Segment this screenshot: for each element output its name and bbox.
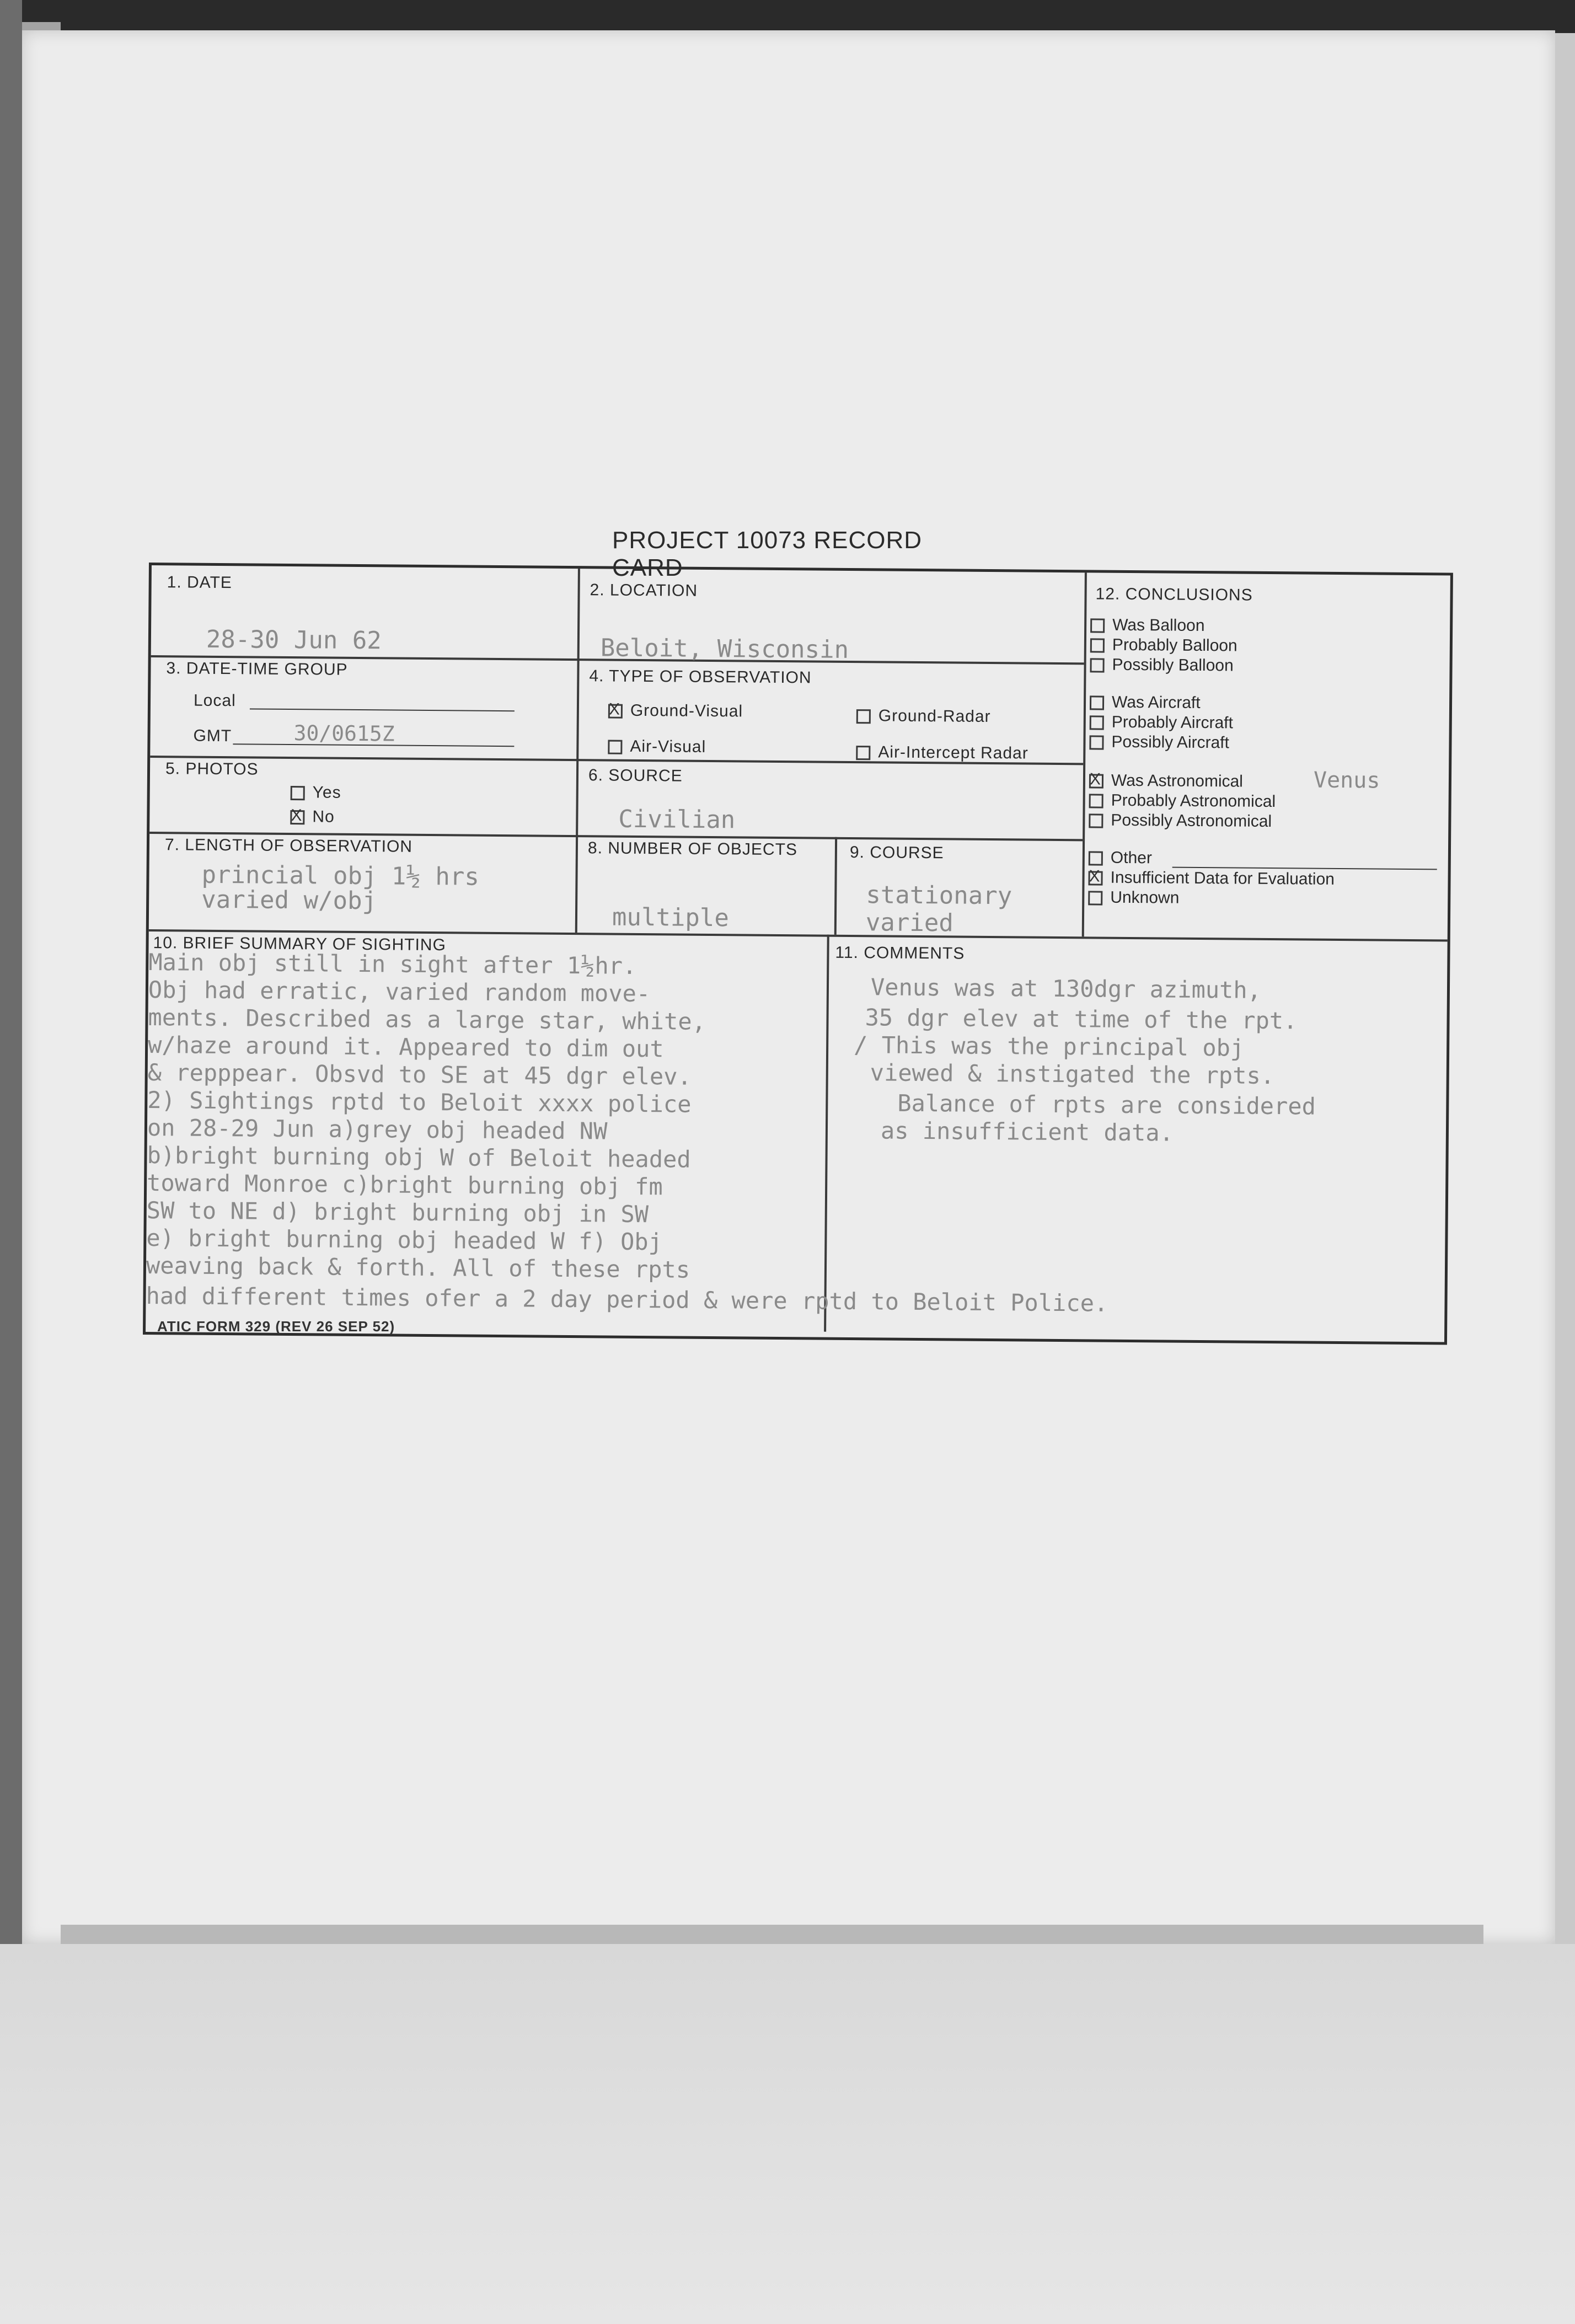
comments-label: 11. COMMENTS [835,943,965,963]
conclusion-unknown: Unknown [1088,888,1179,907]
conclusion-checkbox [1090,638,1105,652]
scan-border-top [0,0,1575,33]
conclusion-other: Other [1089,848,1152,868]
conclusion-checkbox [1089,794,1103,808]
photos-label: 5. PHOTOS [165,759,259,779]
form-identifier: ATIC FORM 329 (REV 26 SEP 52) [157,1318,395,1335]
ground-radar-checkbox [856,709,871,724]
ground-visual-checkbox [608,704,623,719]
grid-line [1082,572,1087,936]
card-title: PROJECT 10073 RECORD CARD [612,527,923,581]
summary-line: SW to NE d) bright burning obj in SW [146,1197,649,1228]
length-line-2: varied w/obj [201,885,377,915]
summary-line: weaving back & forth. All of these rpts [146,1252,690,1283]
conclusions-label: 12. CONCLUSIONS [1095,585,1253,604]
summary-line: Main obj still in sight after 1½hr. [148,949,637,979]
grid-line [834,837,837,935]
air-intercept-checkbox [856,746,870,760]
summary-line: w/haze around it. Appeared to dim out [147,1031,664,1063]
conclusion-checkbox [1089,851,1103,865]
photos-yes-option: Yes [291,783,341,802]
conclusion-checkbox [1090,715,1104,730]
ground-radar-option: Ground-Radar [856,706,991,726]
scan-border-left [0,0,22,1947]
photos-no-checkbox [290,810,304,824]
record-card [143,563,1453,1345]
photos-no-option: XNo [290,807,335,827]
conclusion-was-aircraft: Was Aircraft [1090,693,1201,713]
dtg-label: 3. DATE-TIME GROUP [166,659,348,679]
comment-line: Balance of rpts are considered [897,1089,1316,1120]
summary-line: toward Monroe c)bright burning obj fm [146,1169,663,1201]
local-underline [250,708,515,711]
summary-line: e) bright burning obj headed W f) Obj [146,1224,663,1256]
course-line-1: stationary [866,881,1013,911]
conclusion-checkbox [1089,813,1103,828]
air-visual-option: Air-Visual [608,737,706,757]
conclusion-checkbox [1088,871,1102,885]
grid-line [824,935,829,1332]
gmt-label: GMT [193,726,232,746]
conclusion-checkbox [1090,658,1104,672]
source-label: 6. SOURCE [588,766,683,785]
date-value: 28-30 Jun 62 [206,625,382,655]
date-label: 1. DATE [167,573,232,592]
summary-line: b)bright burning obj W of Beloit headed [147,1142,691,1173]
conclusion-checkbox [1089,774,1103,788]
ground-visual-option: XGround-Visual [608,702,743,721]
course-label: 9. COURSE [849,843,944,863]
conclusion-probably-astronomical: Probably Astronomical [1089,791,1276,811]
local-label: Local [193,691,236,710]
conclusion-possibly-astronomical: Possibly Astronomical [1089,811,1272,831]
air-visual-checkbox [608,740,622,754]
conclusion-probably-balloon: Probably Balloon [1090,635,1238,655]
gmt-value: 30/0615Z [293,721,395,746]
conclusion-was-balloon: Was Balloon [1090,615,1205,635]
sheet-bottom-shadow [61,1925,1483,1947]
location-value: Beloit, Wisconsin [600,634,849,664]
comment-line: Venus was at 130dgr azimuth, [870,973,1262,1004]
conclusion-possibly-balloon: Possibly Balloon [1090,655,1233,675]
comment-line: 35 dgr elev at time of the rpt. [865,1004,1298,1035]
conclusion-checkbox [1090,695,1104,710]
conclusion-checkbox [1090,618,1105,633]
summary-line: had different times ofer a 2 day period & were rptd to Beloit Police. [146,1282,1108,1317]
summary-label: 10. BRIEF SUMMARY OF SIGHTING [153,934,447,955]
photos-yes-checkbox [291,786,305,800]
scan-lower-area [0,1944,1575,2324]
air-intercept-option: Air-Intercept Radar [856,743,1028,763]
type-obs-label: 4. TYPE OF OBSERVATION [589,667,812,687]
location-label: 2. LOCATION [590,581,698,600]
comment-line: as insufficient data. [880,1117,1174,1147]
comment-line: viewed & instigated the rpts. [870,1059,1275,1090]
summary-line: ments. Described as a large star, white, [148,1004,706,1035]
astronomical-note: Venus [1313,767,1380,794]
length-line-1: princial obj 1½ hrs [201,860,480,891]
grid-line [576,569,580,835]
grid-line [575,835,578,933]
summary-line: 2) Sightings rptd to Beloit xxxx police [147,1086,692,1118]
summary-line: & repppear. Obsvd to SE at 45 dgr elev. [147,1059,692,1090]
course-line-2: varied [865,908,954,938]
number-objects-value: multiple [612,903,730,933]
conclusion-checkbox [1088,891,1102,905]
conclusion-was-astronomical: XWas Astronomical [1089,771,1243,791]
conclusion-insufficient-data: XInsufficient Data for Evaluation [1088,868,1335,889]
source-value: Civilian [618,805,736,834]
summary-line: Obj had erratic, varied random move- [148,976,651,1008]
conclusion-possibly-aircraft: Possibly Aircraft [1089,732,1229,752]
conclusion-probably-aircraft: Probably Aircraft [1090,713,1233,732]
length-label: 7. LENGTH OF OBSERVATION [164,836,413,856]
number-objects-label: 8. NUMBER OF OBJECTS [587,839,798,859]
summary-line: on 28-29 Jun a)grey obj headed NW [147,1114,608,1145]
conclusion-checkbox [1089,735,1103,749]
comment-line: / This was the principal obj [853,1031,1245,1062]
